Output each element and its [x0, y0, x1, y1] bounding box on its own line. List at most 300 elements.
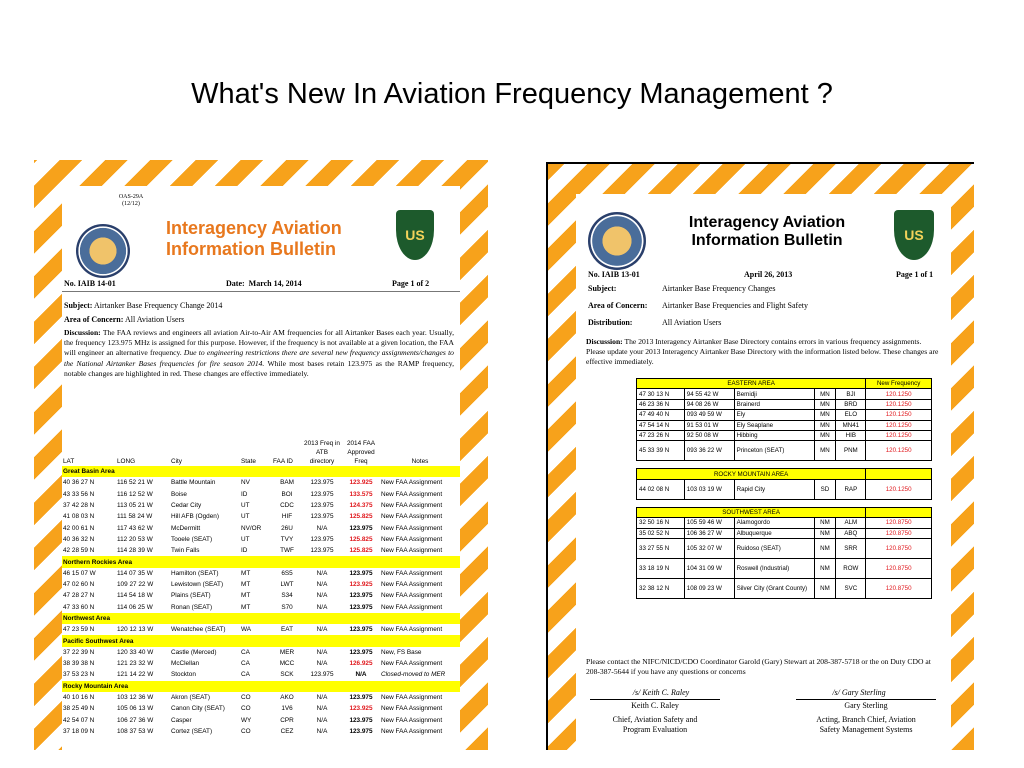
bulletin-2013	[546, 162, 974, 750]
table-cell: N/A	[316, 648, 328, 656]
table-cell: NM	[814, 538, 836, 558]
table-row	[62, 477, 460, 488]
area-header-row	[637, 379, 932, 389]
spacer-cell	[734, 461, 814, 469]
table-cell: 32 50 16 N	[637, 518, 685, 528]
table-cell: 106 36 27 W	[684, 528, 734, 538]
table-cell: N/A	[316, 592, 328, 600]
table-cell: Princeton (SEAT)	[734, 441, 814, 461]
table-row	[62, 703, 460, 714]
table-cell: 44 02 08 N	[637, 479, 685, 499]
subject-label: Subject:	[588, 284, 617, 293]
table-cell: 120.1250	[866, 410, 932, 420]
table-cell: PNM	[836, 441, 866, 461]
table-cell: 38 39 38 N	[63, 660, 95, 668]
table-cell: N/A	[316, 603, 328, 611]
table-cell: 123.975	[310, 479, 334, 487]
table-cell: HIF	[281, 513, 293, 521]
table-cell: 109 27 22 W	[117, 581, 154, 589]
table-row	[62, 545, 460, 556]
table-cell: 26U	[281, 524, 293, 532]
spacer-row	[637, 461, 932, 469]
table-cell: 114 06 25 W	[117, 603, 153, 611]
table-cell: 123.925	[349, 581, 373, 589]
spacer-cell	[684, 499, 734, 507]
table-cell: New FAA Assignment	[381, 716, 443, 724]
table-cell: Tooele (SEAT)	[171, 535, 213, 543]
table-cell: Roswell (Industrial)	[734, 558, 814, 578]
table-row	[637, 441, 932, 461]
table-cell: New FAA Assignment	[381, 705, 443, 713]
table-cell: SCK	[280, 671, 294, 679]
table-cell: Hamilton (SEAT)	[171, 569, 219, 577]
table-cell: NM	[814, 578, 836, 598]
table-cell: 123.975	[310, 490, 334, 498]
area-of-concern: Area of Concern: All Aviation Users	[64, 315, 185, 324]
table-cell: SVC	[836, 578, 866, 598]
table-cell: 108 09 23 W	[684, 578, 734, 598]
table-cell: 105 59 46 W	[684, 518, 734, 528]
discussion: Discussion: The FAA reviews and engineers all aviation Air-to-Air AM frequencies for all Airtanker Bases each year. Usually, the frequency 123.975 MHz is assigned for this purpose. However, if the frequency is not available at a given location, the FAA will engineer an alternative frequency. Due to engineering restrictions there are several new frequency assignments/changes to the National Airtanker Bases frequencies for fire season 2014. While most bases retain 123.975 as the RAMP frequency, notable changes are highlighted in red. These changes are effective immediately.	[64, 328, 454, 378]
table-cell: 37 42 28 N	[63, 502, 95, 510]
table-cell: 33 27 55 N	[637, 538, 685, 558]
table-cell: N/A	[316, 524, 328, 532]
table-row	[62, 726, 460, 737]
table-cell: 42 00 61 N	[63, 524, 95, 532]
table-cell: AKO	[280, 694, 294, 702]
table-cell: 1V6	[281, 705, 293, 713]
table-cell: 46 15 07 W	[63, 569, 96, 577]
table-cell: EAT	[281, 626, 293, 634]
table-cell: 120 12 13 W	[117, 626, 154, 634]
table-cell: Alamogordo	[734, 518, 814, 528]
table-cell: Castle (Merced)	[171, 648, 217, 656]
table-cell: 32 38 12 N	[637, 578, 685, 598]
table-cell: HIB	[836, 430, 866, 440]
column-header: State	[241, 458, 256, 465]
table-cell: MER	[279, 648, 295, 656]
signature-2: /s/ Gary Sterling	[832, 688, 886, 697]
table-cell: 47 33 60 N	[63, 603, 95, 611]
table-cell: 123.975	[310, 502, 334, 510]
spacer-cell	[734, 499, 814, 507]
table-cell: 40 36 27 N	[63, 479, 95, 487]
table-cell: 42 28 59 N	[63, 547, 95, 555]
table-cell: 47 28 27 N	[63, 592, 95, 600]
spacer-cell	[684, 461, 734, 469]
table-cell: New FAA Assignment	[381, 569, 443, 577]
signer-2: Gary Sterling Acting, Branch Chief, Aviation Safety Management Systems	[816, 701, 916, 734]
table-cell: 124.375	[349, 502, 373, 510]
table-cell: 42 54 07 N	[63, 716, 95, 724]
table-cell: MN	[814, 410, 836, 420]
spacer-cell	[866, 499, 932, 507]
table-cell: MN	[814, 430, 836, 440]
table-cell: 103 12 36 W	[117, 694, 154, 702]
table-cell: 123.925	[349, 479, 373, 487]
table-row	[637, 430, 932, 440]
table-cell: 37 53 23 N	[63, 671, 95, 679]
table-cell: MN	[814, 420, 836, 430]
bulletin-date: April 26, 2013	[744, 270, 793, 279]
table-cell: Twin Falls	[171, 547, 200, 555]
table-cell: CO	[241, 705, 251, 713]
table-cell: 120.8750	[866, 538, 932, 558]
table-cell: 103 03 19 W	[684, 479, 734, 499]
table-cell: Ely	[734, 410, 814, 420]
table-cell: Ely Seaplane	[734, 420, 814, 430]
table-cell: 133.575	[349, 490, 373, 498]
table-cell: 47 54 14 N	[637, 420, 685, 430]
table-cell: 120.8750	[866, 518, 932, 528]
table-row	[637, 420, 932, 430]
table-cell: Ronan (SEAT)	[171, 603, 213, 611]
table-cell: CPR	[280, 716, 294, 724]
table-cell: NV	[241, 479, 250, 487]
table-cell: 33 18 19 N	[637, 558, 685, 578]
table-cell: 093 49 59 W	[684, 410, 734, 420]
table-cell: Hill AFB (Ogden)	[171, 513, 219, 521]
spacer-cell	[814, 499, 836, 507]
table-cell: New FAA Assignment	[381, 547, 443, 555]
bulletin-title: Interagency Aviation Information Bulletin	[688, 214, 846, 250]
table-cell: 114 28 39 W	[117, 547, 153, 555]
table-cell: 38 25 49 N	[63, 705, 95, 713]
column-header: City	[171, 458, 183, 465]
table-cell: 123.975	[349, 603, 373, 611]
frequency-table-2014	[62, 428, 460, 737]
table-cell: 120.1250	[866, 430, 932, 440]
table-cell: 114 54 18 W	[117, 592, 153, 600]
usfs-shield-icon: US	[894, 210, 934, 260]
table-cell: Bemidji	[734, 389, 814, 399]
bulletin-page	[576, 194, 951, 750]
table-cell: CO	[241, 694, 251, 702]
table-cell: 47 23 26 N	[637, 430, 685, 440]
table-cell: N/A	[316, 716, 328, 724]
column-header: LONG	[117, 458, 136, 465]
table-cell: 6S5	[281, 569, 293, 577]
table-cell: 123.975	[349, 524, 373, 532]
new-frequency-header: New Frequency	[866, 379, 932, 389]
table-cell: MN	[814, 399, 836, 409]
table-cell: NM	[814, 528, 836, 538]
table-cell: 104 31 09 W	[684, 558, 734, 578]
bulletin-number: No. IAIB 13-01	[588, 270, 640, 279]
table-cell: Brainerd	[734, 399, 814, 409]
table-cell: N/A	[316, 569, 328, 577]
contact-note: Please contact the NIFC/NICD/CDO Coordinator Garold (Gary) Stewart at 208-387-5718 or the on Duty CDO at 208-387-5644 if you have any questions or concerns	[586, 657, 931, 677]
section-name: Northwest Area	[62, 613, 460, 624]
table-cell: 120.8750	[866, 578, 932, 598]
table-cell: S34	[281, 592, 293, 600]
section-row	[62, 681, 460, 692]
table-cell: Rapid City	[734, 479, 814, 499]
table-cell: 91 53 01 W	[684, 420, 734, 430]
table-cell: CA	[241, 660, 250, 668]
area-name: SOUTHWEST AREA	[637, 507, 866, 517]
table-row	[62, 489, 460, 500]
table-cell: Closed-moved to MER	[381, 671, 446, 679]
table-cell: New FAA Assignment	[381, 479, 443, 487]
section-row	[62, 613, 460, 624]
area-header-row	[637, 469, 932, 479]
table-cell: S70	[281, 603, 293, 611]
table-row	[637, 528, 932, 538]
table-cell: 105 06 13 W	[117, 705, 154, 713]
table-cell: BOI	[281, 490, 293, 498]
table-cell: New FAA Assignment	[381, 694, 443, 702]
table-row	[637, 479, 932, 499]
table-cell: 117 43 62 W	[117, 524, 153, 532]
table-cell: UT	[241, 513, 250, 521]
table-cell: Casper	[171, 716, 192, 724]
table-cell: N/A	[316, 660, 328, 668]
table-row	[62, 669, 460, 680]
form-date: (12/12)	[122, 201, 140, 207]
spacer-cell	[637, 461, 685, 469]
table-cell: 92 50 08 W	[684, 430, 734, 440]
section-name: Rocky Mountain Area	[62, 681, 460, 692]
table-cell: 112 20 53 W	[117, 535, 153, 543]
table-row	[62, 579, 460, 590]
table-cell: NM	[814, 558, 836, 578]
table-cell: New FAA Assignment	[381, 502, 443, 510]
table-cell: NM	[814, 518, 836, 528]
area-name: EASTERN AREA	[637, 379, 866, 389]
new-frequency-header	[866, 507, 932, 517]
table-cell: 123.975	[349, 592, 373, 600]
table-cell: Albuquerque	[734, 528, 814, 538]
table-cell: 120.1250	[866, 479, 932, 499]
spacer-cell	[814, 461, 836, 469]
table-cell: 114 07 35 W	[117, 569, 153, 577]
table-cell: 116 52 21 W	[117, 479, 153, 487]
table-cell: WY	[241, 716, 252, 724]
section-name: Great Basin Area	[62, 466, 460, 477]
table-cell: RAP	[836, 479, 866, 499]
table-cell: 120.1250	[866, 389, 932, 399]
table-cell: 123.975	[310, 535, 334, 543]
table-cell: ID	[241, 490, 248, 498]
table-row	[637, 389, 932, 399]
table-row	[62, 500, 460, 511]
table-cell: New FAA Assignment	[381, 603, 443, 611]
table-cell: New FAA Assignment	[381, 490, 443, 498]
table-cell: New FAA Assignment	[381, 513, 443, 521]
table-cell: CA	[241, 648, 250, 656]
section-row	[62, 466, 460, 477]
table-row	[637, 399, 932, 409]
table-cell: MT	[241, 603, 251, 611]
area-value: Airtanker Base Frequencies and Flight Safety	[662, 301, 808, 310]
table-cell: 123.975	[349, 716, 373, 724]
table-cell: MN41	[836, 420, 866, 430]
bulletin-2014	[34, 160, 488, 750]
table-row	[62, 602, 460, 613]
table-cell: Boise	[171, 490, 187, 498]
table-cell: 120 33 40 W	[117, 648, 154, 656]
table-header-row	[62, 428, 460, 466]
table-cell: N/A	[316, 626, 328, 634]
table-row	[637, 410, 932, 420]
table-cell: 123.975	[349, 648, 373, 656]
bulletin-page-number: Page 1 of 1	[896, 270, 934, 279]
table-cell: 47 49 40 N	[637, 410, 685, 420]
table-cell: Cedar City	[171, 502, 202, 510]
table-cell: BRD	[836, 399, 866, 409]
bulletin-title: Interagency Aviation Information Bulletin	[166, 218, 342, 259]
table-cell: New, FS Base	[381, 648, 422, 656]
table-row	[62, 715, 460, 726]
usda-seal-icon	[588, 212, 646, 270]
column-header: 2014 FAA Approved Freq	[346, 440, 376, 465]
table-cell: Akron (SEAT)	[171, 694, 210, 702]
distribution-label: Distribution:	[588, 318, 633, 327]
table-cell: 093 36 22 W	[684, 441, 734, 461]
table-cell: CO	[241, 727, 251, 735]
table-cell: 121 14 22 W	[117, 671, 154, 679]
table-row	[62, 624, 460, 635]
table-cell: MN	[814, 441, 836, 461]
table-cell: New FAA Assignment	[381, 524, 443, 532]
table-cell: ALM	[836, 518, 866, 528]
area-header-row	[637, 507, 932, 517]
spacer-cell	[866, 461, 932, 469]
table-row	[637, 538, 932, 558]
bulletin-page	[62, 186, 460, 750]
table-cell: 125.825	[349, 535, 373, 543]
table-cell: New FAA Assignment	[381, 660, 443, 668]
table-cell: 47 23 59 N	[63, 626, 95, 634]
spacer-cell	[637, 499, 685, 507]
table-row	[637, 518, 932, 528]
table-cell: 47 02 60 N	[63, 581, 95, 589]
section-name: Northern Rockies Area	[62, 556, 460, 567]
column-header: LAT	[63, 458, 75, 465]
table-cell: 126.925	[349, 660, 373, 668]
table-cell: McDermitt	[171, 524, 201, 532]
table-cell: 123.975	[349, 694, 373, 702]
table-cell: ID	[241, 547, 248, 555]
table-cell: Stockton	[171, 671, 196, 679]
signature-line	[590, 699, 720, 700]
table-row	[637, 558, 932, 578]
table-cell: 123.975	[310, 547, 334, 555]
table-cell: 123.975	[310, 671, 334, 679]
table-row	[62, 568, 460, 579]
table-cell: CDC	[280, 502, 294, 510]
discussion: Discussion: The 2013 Interagency Airtanker Base Directory contains errors in various frequency assignments. Please update your 2013 Interagency Airtanker Base Directory with the information listed below. These changes are effective immediately.	[586, 337, 939, 367]
table-cell: Cortez (SEAT)	[171, 727, 213, 735]
table-cell: Plains (SEAT)	[171, 592, 211, 600]
table-cell: SRR	[836, 538, 866, 558]
table-cell: 105 32 07 W	[684, 538, 734, 558]
column-header: Notes	[411, 458, 429, 465]
table-cell: 120.1250	[866, 441, 932, 461]
table-cell: 47 30 13 N	[637, 389, 685, 399]
table-cell: N/A	[316, 581, 328, 589]
table-cell: 123.975	[310, 513, 334, 521]
table-row	[62, 522, 460, 533]
signer-1: Keith C. Raley Chief, Aviation Safety and Program Evaluation	[612, 701, 698, 734]
table-cell: BAM	[280, 479, 294, 487]
table-cell: N/A	[316, 694, 328, 702]
table-cell: McClellan	[171, 660, 200, 668]
table-cell: LWT	[280, 581, 294, 589]
spacer-cell	[836, 461, 866, 469]
table-row	[62, 692, 460, 703]
table-cell: Battle Mountain	[171, 479, 216, 487]
table-cell: 46 23 36 N	[637, 399, 685, 409]
table-cell: BJI	[836, 389, 866, 399]
table-cell: N/A	[355, 671, 367, 679]
table-cell: 94 08 26 W	[684, 399, 734, 409]
table-cell: 35 02 52 N	[637, 528, 685, 538]
table-row	[62, 511, 460, 522]
table-cell: MT	[241, 592, 251, 600]
area-name: ROCKY MOUNTAIN AREA	[637, 469, 866, 479]
table-cell: 125.825	[349, 513, 373, 521]
table-cell: 37 18 09 N	[63, 727, 95, 735]
table-cell: MN	[814, 389, 836, 399]
table-cell: New FAA Assignment	[381, 727, 443, 735]
table-cell: 123.975	[349, 569, 373, 577]
table-cell: 41 08 03 N	[63, 513, 95, 521]
table-cell: NV/OR	[241, 524, 262, 532]
table-cell: 120.1250	[866, 399, 932, 409]
table-cell: 120.8750	[866, 528, 932, 538]
spacer-cell	[836, 499, 866, 507]
area-label: Area of Concern:	[588, 301, 648, 310]
table-cell: SD	[814, 479, 836, 499]
bulletin-number: No. IAIB 14-01	[64, 279, 116, 288]
table-cell: New FAA Assignment	[381, 581, 443, 589]
table-cell: Wenatchee (SEAT)	[171, 626, 226, 634]
table-cell: New FAA Assignment	[381, 626, 443, 634]
bulletin-date: Date: March 14, 2014	[226, 279, 302, 288]
section-name: Pacific Southwest Area	[62, 635, 460, 646]
signature-1: /s/ Keith C. Raley	[632, 688, 690, 697]
table-cell: UT	[241, 535, 250, 543]
table-cell: MT	[241, 581, 251, 589]
new-frequency-header	[866, 469, 932, 479]
table-cell: CA	[241, 671, 250, 679]
table-row	[62, 658, 460, 669]
table-cell: 121 23 32 W	[117, 660, 154, 668]
table-cell: 37 22 39 N	[63, 648, 95, 656]
table-cell: Lewistown (SEAT)	[171, 581, 224, 589]
spacer-row	[637, 499, 932, 507]
table-row	[62, 647, 460, 658]
table-row	[637, 578, 932, 598]
bulletin-page-number: Page 1 of 2	[392, 279, 430, 288]
usda-seal-icon	[76, 224, 130, 278]
table-cell: 108 37 53 W	[117, 727, 154, 735]
frequency-table-2013	[636, 378, 932, 599]
table-cell: New FAA Assignment	[381, 535, 443, 543]
table-cell: 120.1250	[866, 420, 932, 430]
column-header: FAA ID	[273, 458, 293, 465]
table-cell: CEZ	[280, 727, 294, 735]
table-cell: 123.925	[349, 705, 373, 713]
table-cell: 40 10 16 N	[63, 694, 95, 702]
header-rule	[62, 291, 460, 292]
table-cell: Silver City (Grant County)	[734, 578, 814, 598]
table-row	[62, 534, 460, 545]
table-cell: ABQ	[836, 528, 866, 538]
slide-title: What's New In Aviation Frequency Management ?	[191, 78, 833, 110]
